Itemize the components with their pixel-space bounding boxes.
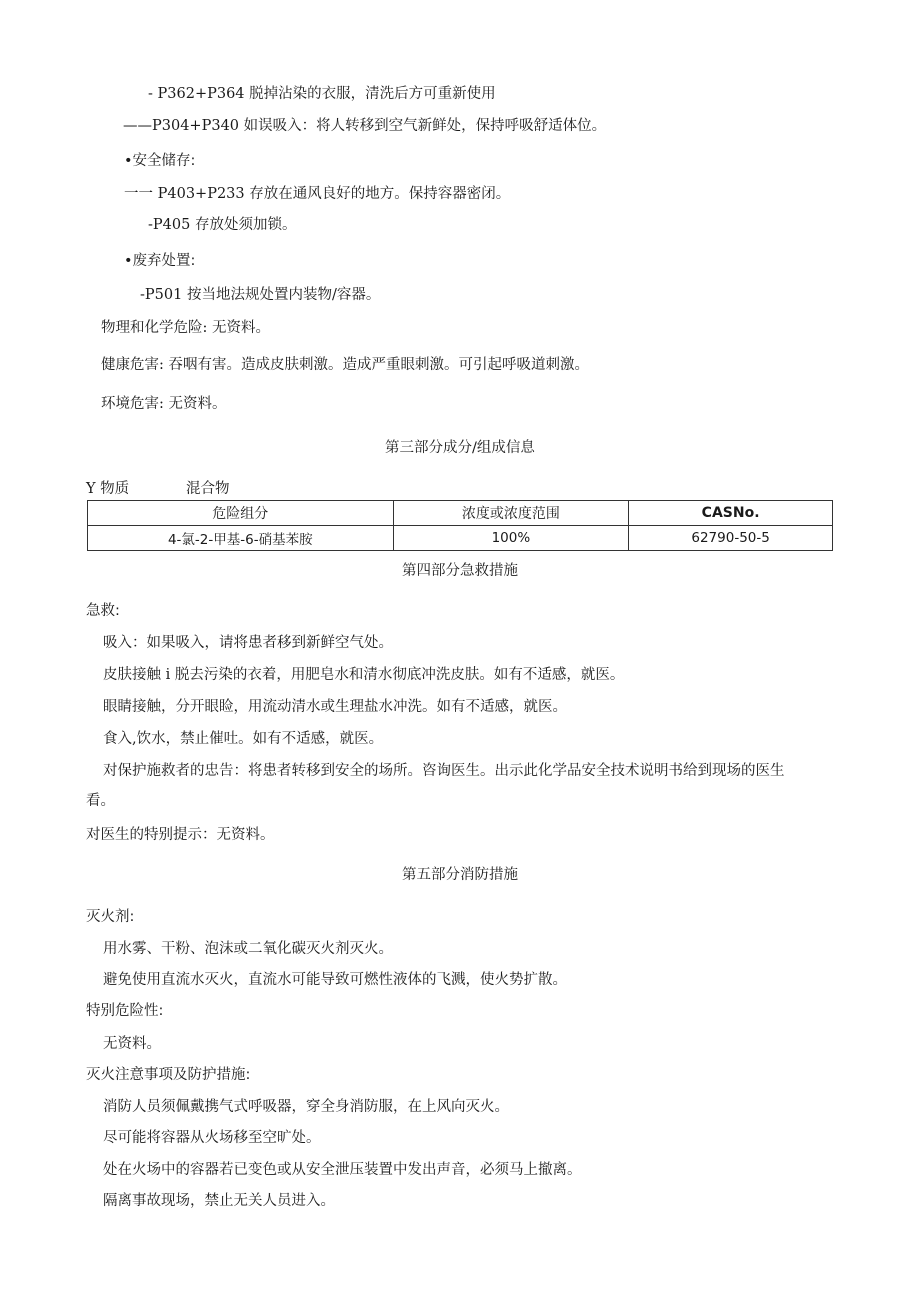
first-aid-protect-label: 对保护施救者的忠告 (103, 763, 234, 779)
precaution-p405: -P405 存放处须加锁。 (148, 217, 297, 233)
first-aid-eye-text: ，分开眼睑，用流动清水或生理盐水冲洗。如有不适感，就医。 (161, 699, 567, 715)
precaution-p403: 一一 P403+P233 存放在通风良好的地方。保持容器密闭。 (124, 186, 511, 202)
table-header-row (88, 501, 833, 526)
physical-chemical-hazard (101, 318, 270, 338)
firefighting-precaution-heading: 灭火注意事项及防护措施: (86, 1067, 251, 1083)
first-aid-protect (103, 761, 785, 781)
safe-storage-heading: •安全储存: (124, 153, 196, 169)
precaution-p304: ——P304+P340 如误吸入：将人转移到空气新鲜处，保持呼吸舒适体位。 (123, 118, 607, 134)
environment-hazard (101, 394, 227, 414)
extinguishing-agent-2: 避免使用直流水灭火，直流水可能导致可燃性液体的飞溅，使火势扩散。 (103, 972, 567, 988)
first-aid-ingest-text: ,饮水，禁止催吐。如有不适感，就医。 (132, 731, 384, 747)
firefighting-precaution-4: 隔离事故现场，禁止无关人员进入。 (103, 1193, 335, 1209)
environment-hazard-label: 环境危害 (101, 396, 159, 412)
first-aid-heading: 急救: (86, 603, 120, 619)
first-aid-skin-label: 皮肤接触 (103, 667, 161, 683)
first-aid-eye (103, 697, 567, 717)
extinguishing-agent-1: 用水雾、干粉、泡沫或二氧化碳灭火剂灭火。 (103, 941, 393, 957)
physical-chemical-hazard-text: : 无资料。 (202, 320, 270, 336)
table-cell-component: 4-氯-2-甲基-6-硝基苯胺 (88, 526, 394, 551)
precaution-p362: - P362+P364 脱掉沾染的衣服，清洗后方可重新使用 (148, 86, 496, 102)
section5-title: 第五部分消防措施 (402, 867, 518, 883)
health-hazard-text: : 吞咽有害。造成皮肤刺激。造成严重眼刺激。可引起呼吸道刺激。 (159, 357, 589, 373)
first-aid-eye-label: 眼睛接触 (103, 699, 161, 715)
first-aid-ingest (103, 729, 383, 749)
table-header-component: 危险组分 (88, 501, 394, 526)
table-cell-concentration: 100% (393, 526, 629, 551)
extinguishing-agent-heading: 灭火剂: (86, 909, 135, 925)
table-header-cas: CASNo. (629, 501, 833, 526)
disposal-heading: •废弃处置: (124, 253, 196, 269)
precaution-p501: -P501 按当地法规处置内装物/容器。 (140, 287, 381, 303)
special-hazard-heading: 特别危险性: (86, 1003, 164, 1019)
physical-chemical-hazard-label: 物理和化学危险 (101, 320, 203, 336)
environment-hazard-text: : 无资料。 (159, 396, 227, 412)
substance-label: Y 物质 (86, 481, 130, 497)
first-aid-protect-text: ：将患者转移到安全的场所。咨询医生。出示此化学品安全技术说明书给到现场的医生 (233, 763, 785, 779)
special-hazard-1: 无资料。 (103, 1036, 161, 1052)
first-aid-protect-cont: 看。 (86, 793, 115, 809)
section3-title: 第三部分成分/组成信息 (385, 440, 535, 456)
firefighting-precaution-1: 消防人员须佩戴携气式呼吸器，穿全身消防服，在上风向灭火。 (103, 1099, 509, 1115)
first-aid-skin-text: i 脱去污染的衣着，用肥皂水和清水彻底冲洗皮肤。如有不适感，就医。 (161, 667, 625, 683)
table-row (88, 526, 833, 551)
composition-table (87, 500, 833, 551)
firefighting-precaution-2: 尽可能将容器从火场移至空旷处。 (103, 1130, 321, 1146)
first-aid-inhale: 吸入：如果吸入，请将患者移到新鲜空气处。 (103, 635, 393, 651)
first-aid-ingest-label: 食入 (103, 731, 132, 747)
firefighting-precaution-3: 处在火场中的容器若已变色或从安全泄压装置中发出声音，必须马上撤离。 (103, 1162, 582, 1178)
section4-title: 第四部分急救措施 (402, 563, 518, 579)
table-header-concentration: 浓度或浓度范围 (393, 501, 629, 526)
doctor-note: 对医生的特别提示：无资料。 (86, 827, 275, 843)
substance-value: 混合物 (186, 481, 230, 497)
first-aid-skin (103, 665, 624, 685)
table-cell-cas: 62790-50-5 (629, 526, 833, 551)
health-hazard (101, 355, 589, 375)
health-hazard-label: 健康危害 (101, 357, 159, 373)
